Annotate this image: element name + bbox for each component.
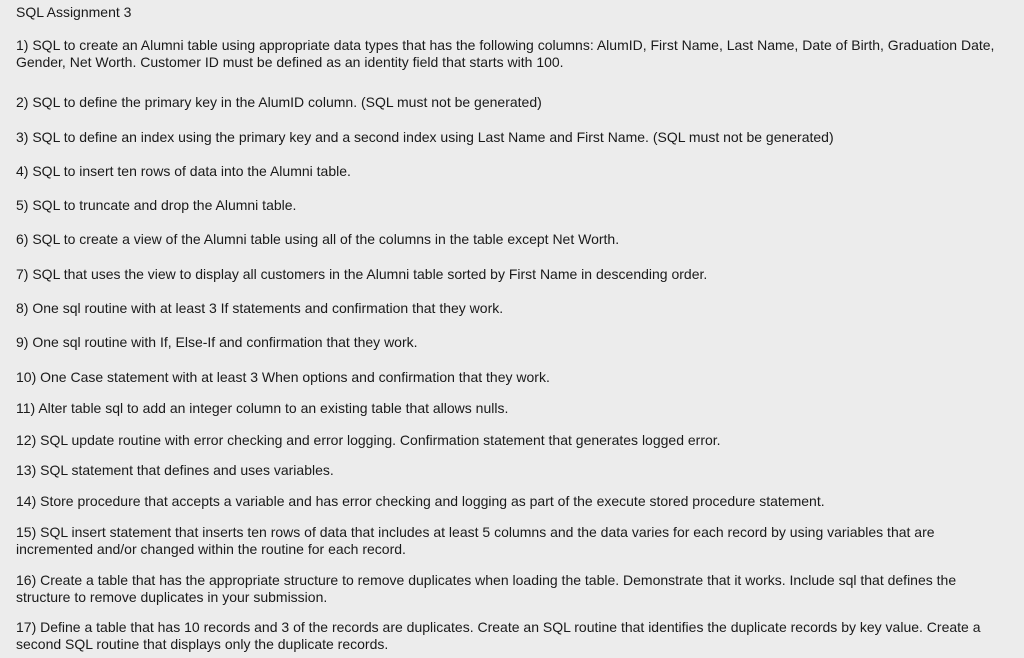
list-item-10: 10) One Case statement with at least 3 When options and confirmation that they work. — [16, 369, 550, 385]
list-item-16: 16) Create a table that has the appropriate structure to remove duplicates when loading the table. Demonstrate that it works. Include sql that defines the structure to remove duplicates in your submission. — [16, 572, 957, 605]
list-item-4: 4) SQL to insert ten rows of data into the Alumni table. — [16, 163, 351, 179]
list-item-9: 9) One sql routine with If, Else-If and confirmation that they work. — [16, 334, 418, 350]
list-item-13: 13) SQL statement that defines and uses variables. — [16, 462, 334, 478]
list-item-12: 12) SQL update routine with error checking and error logging. Confirmation statement that generates logged error. — [16, 432, 721, 448]
list-item-3: 3) SQL to define an index using the primary key and a second index using Last Name and First Name. (SQL must not be generated) — [16, 129, 834, 145]
list-item-5: 5) SQL to truncate and drop the Alumni table. — [16, 197, 297, 213]
list-item-1: 1) SQL to create an Alumni table using appropriate data types that has the following columns: AlumID, First Name, Last Name, Date of Birth, Graduation Date, Gender, Net Worth. Customer ID must be defined as an identity field that starts with 100. — [16, 37, 995, 70]
list-item-8: 8) One sql routine with at least 3 If statements and confirmation that they work. — [16, 300, 504, 316]
list-item-14: 14) Store procedure that accepts a variable and has error checking and logging as part of the execute stored procedure statement. — [16, 493, 825, 509]
list-item-6: 6) SQL to create a view of the Alumni table using all of the columns in the table except Net Worth. — [16, 231, 620, 247]
list-item-7: 7) SQL that uses the view to display all customers in the Alumni table sorted by First Name in descending order. — [16, 266, 708, 282]
document-title: SQL Assignment 3 — [16, 4, 132, 20]
list-item-17: 17) Define a table that has 10 records and 3 of the records are duplicates. Create an SQL routine that identifies the duplicate records by key value. Create a second SQL routine that displays only the duplicate records. — [16, 619, 981, 652]
list-item-2: 2) SQL to define the primary key in the AlumID column. (SQL must not be generated) — [16, 94, 542, 110]
list-item-15: 15) SQL insert statement that inserts ten rows of data that includes at least 5 columns and the data varies for each record by using variables that are incremented and/or changed within the routine for each record. — [16, 524, 935, 557]
list-item-11: 11) Alter table sql to add an integer column to an existing table that allows nulls. — [16, 400, 509, 416]
